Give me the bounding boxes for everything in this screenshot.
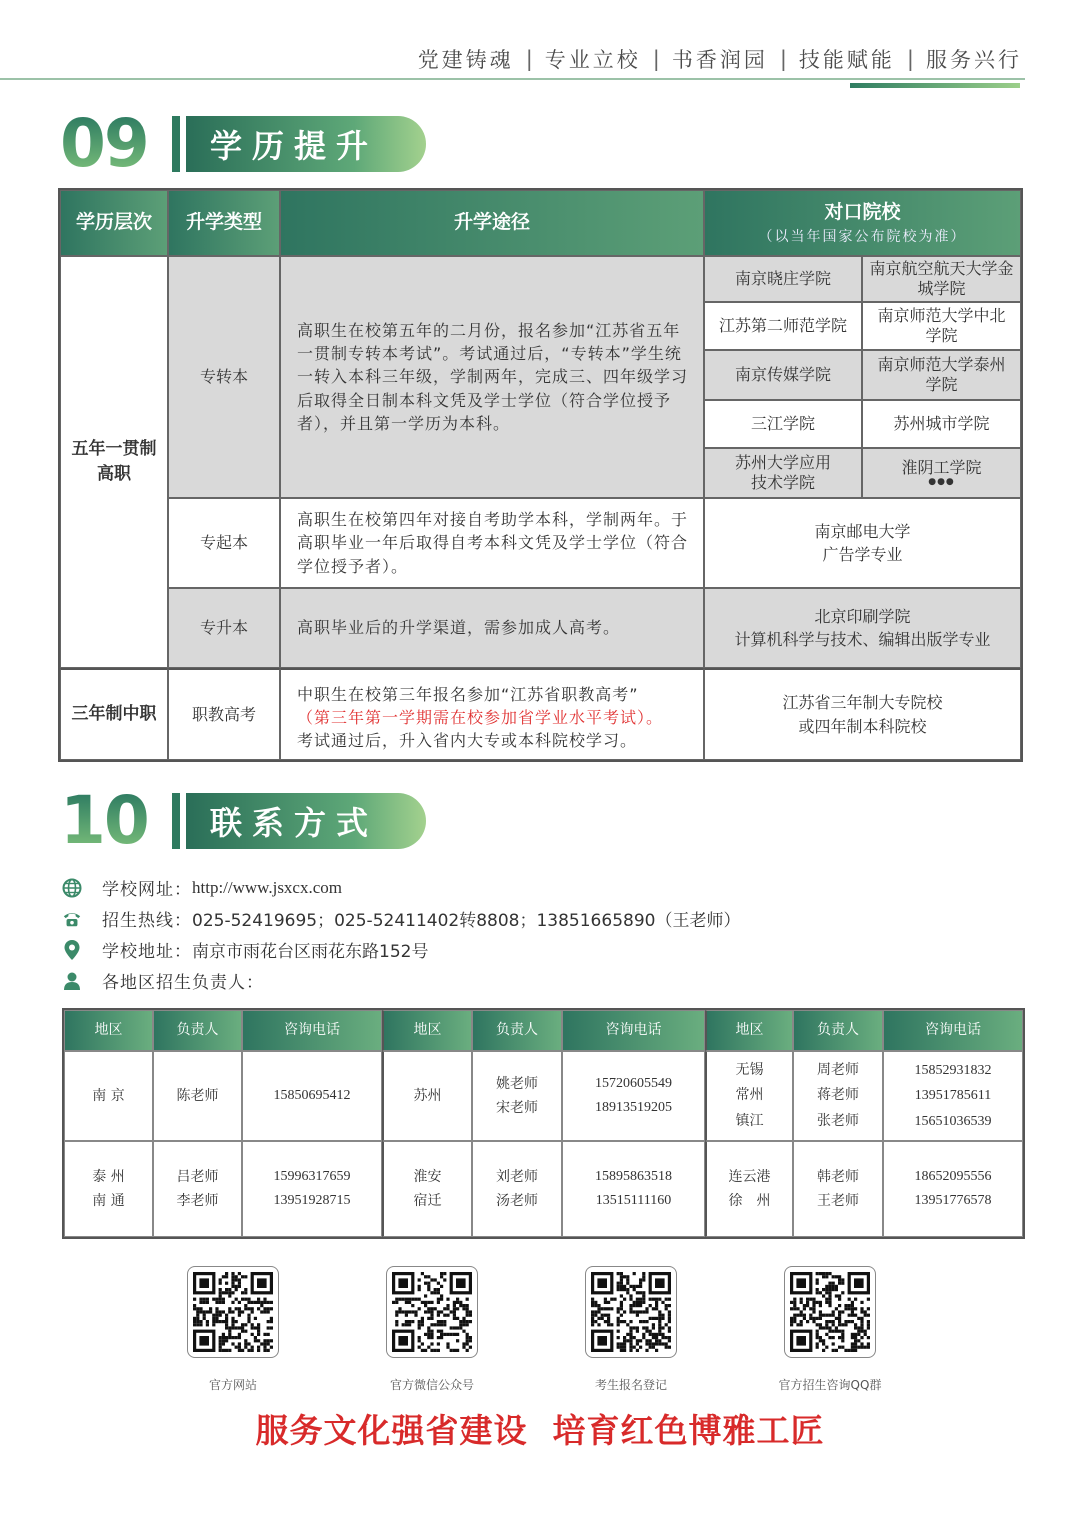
header-person: 负责人 [153, 1010, 242, 1051]
school-cell: 南京晓庄学院 [704, 256, 862, 302]
section-number: 10 [60, 791, 160, 851]
qr-code-icon [193, 1272, 273, 1352]
school-cell: 三江学院 [704, 400, 862, 448]
qr-code-icon [591, 1272, 671, 1352]
education-table [58, 188, 1023, 762]
qr-code-website[interactable] [187, 1266, 279, 1358]
qr-code-wechat[interactable] [386, 1266, 478, 1358]
person-cell [153, 1051, 242, 1141]
region-cell [705, 1141, 793, 1237]
path-text: 中职生在校第三年报名参加“江苏省职教高考” [297, 685, 639, 704]
qr-code-qq-group[interactable] [784, 1266, 876, 1358]
more-dots-icon: ●●● [928, 477, 955, 488]
level-five-year: 五年一贯制高职 [60, 256, 168, 668]
school-cell: 苏州大学应用技术学院 [704, 448, 862, 498]
region-name: 南 通 [92, 1193, 125, 1209]
regional-contact-table [62, 1008, 1025, 1239]
nav-separator: | [525, 47, 533, 71]
school-cell: 南京师范大学泰州学院 [862, 350, 1021, 400]
regional-label: 各地区招生负责人： [102, 973, 264, 993]
contact-address-row [62, 934, 740, 965]
header-phone: 咨询电话 [562, 1010, 705, 1051]
school-name: 江苏省三年制大专院校 [782, 693, 943, 713]
section-title: 学历提升 [186, 116, 426, 172]
type-zhuanqiben: 专起本 [168, 498, 280, 588]
person-name: 刘老师 [496, 1168, 538, 1185]
school-name: 南京邮电大学 [814, 521, 911, 541]
address-text: 南京市雨花台区雨花东路152号 [192, 942, 429, 962]
header-person: 负责人 [793, 1010, 883, 1051]
phone-cell [242, 1141, 382, 1237]
person-icon [62, 971, 82, 991]
phone-number[interactable]: 13515111160 [595, 1193, 672, 1208]
contact-regional-row [62, 965, 740, 996]
phone-cell [562, 1051, 705, 1141]
person-cell [793, 1051, 883, 1141]
nav-item-skills[interactable]: 技能赋能 [798, 48, 895, 72]
person-name: 张老师 [817, 1112, 859, 1129]
qr-label: 官方招生咨询QQ群 [778, 1378, 882, 1392]
section-10-heading [60, 782, 426, 859]
nav-separator: | [779, 47, 787, 71]
path-vocational-exam [280, 668, 704, 760]
header-person: 负责人 [472, 1010, 562, 1051]
header-phone: 咨询电话 [242, 1010, 382, 1051]
region-cell [64, 1051, 153, 1141]
person-name: 汤老师 [496, 1193, 538, 1209]
top-accent-bar [850, 83, 1020, 88]
header-school [704, 190, 1021, 256]
region-name: 南 京 [92, 1087, 125, 1104]
nav-item-books[interactable]: 书香润园 [671, 48, 768, 72]
section-title: 联系方式 [186, 793, 426, 849]
level-three-year: 三年制中职 [60, 668, 168, 760]
phone-number[interactable]: 15895863518 [595, 1168, 672, 1184]
path-zhuanqiben: 高职生在校第四年对接自考助学本科，学制两年。于高职毕业一年后取得自考本科文凭及学士学位（符合学位授予者）。 [280, 498, 704, 588]
region-name: 常州 [735, 1087, 764, 1104]
person-name: 宋老师 [496, 1100, 538, 1116]
region-name: 淮安 [413, 1168, 442, 1185]
nav-item-party[interactable]: 党建铸魂 [417, 48, 514, 72]
phone-number[interactable]: 13951776578 [914, 1193, 992, 1208]
person-cell [153, 1141, 242, 1237]
school-cell: 南京航空航天大学金城学院 [862, 256, 1021, 302]
school-name: 淮阴工学院 [901, 458, 982, 477]
qr-code-registration[interactable] [585, 1266, 677, 1358]
school-zhuanqiben [704, 498, 1021, 588]
phone-number[interactable]: 15852931832 [914, 1063, 992, 1079]
person-name: 王老师 [817, 1193, 859, 1209]
qr-label: 考生报名登记 [594, 1378, 667, 1392]
section-bar [172, 116, 180, 172]
phone-number[interactable]: 18913519205 [595, 1100, 672, 1115]
nav-separator: | [906, 47, 914, 71]
person-cell [793, 1141, 883, 1237]
hotline-numbers[interactable]: 025-52419695；025-52411402转8808；13851665890（王老师） [192, 911, 741, 931]
header-phone: 咨询电话 [883, 1010, 1023, 1051]
region-name: 宿迁 [413, 1193, 442, 1209]
person-cell [472, 1051, 562, 1141]
phone-cell [883, 1051, 1023, 1141]
region-name: 苏州 [413, 1087, 442, 1104]
contact-info [62, 872, 740, 996]
nav-item-major[interactable]: 专业立校 [544, 48, 641, 72]
header-region: 地区 [64, 1010, 153, 1051]
phone-number[interactable]: 15850695412 [273, 1087, 351, 1103]
path-note-red: （第三年第一学期需在校参加省学业水平考试）。 [297, 708, 664, 728]
header-school-note: （以当年国家公布院校为准） [758, 228, 967, 245]
globe-icon [62, 878, 82, 898]
school-zhuanshengben [704, 588, 1021, 668]
phone-number[interactable]: 13951928715 [273, 1193, 351, 1208]
slogan: 服务文化强省建设 培育红色博雅工匠 [255, 1411, 825, 1450]
section-09-heading [60, 105, 426, 182]
region-name: 镇江 [735, 1112, 764, 1129]
website-link[interactable]: http://www.jsxcx.com [192, 877, 342, 897]
school-cell: 南京师范大学中北学院 [862, 302, 1021, 350]
region-name: 无锡 [735, 1062, 764, 1079]
phone-cell [562, 1141, 705, 1237]
type-zhuanzhuanben: 专转本 [168, 256, 280, 498]
school-major: 广告学专业 [822, 545, 903, 564]
person-name: 周老师 [817, 1062, 859, 1079]
phone-number[interactable]: 18652095556 [914, 1168, 992, 1184]
region-cell [64, 1141, 153, 1237]
school-cell: 江苏第二师范学院 [704, 302, 862, 350]
qr-code-icon [790, 1272, 870, 1352]
qr-label: 官方微信公众号 [389, 1378, 474, 1392]
section-bar [172, 793, 180, 849]
nav-separator: | [652, 47, 660, 71]
phone-number[interactable]: 15996317659 [273, 1168, 351, 1184]
region-cell [382, 1141, 472, 1237]
person-name: 蒋老师 [817, 1087, 859, 1104]
nav-item-service[interactable]: 服务兴行 [926, 48, 1022, 72]
school-name: 或四年制本科院校 [798, 716, 927, 736]
person-name: 姚老师 [496, 1075, 538, 1092]
school-cell: 南京传媒学院 [704, 350, 862, 400]
phone-number[interactable]: 15651036539 [914, 1113, 992, 1129]
person-cell [472, 1141, 562, 1237]
phone-icon [62, 909, 82, 929]
region-name: 泰 州 [92, 1168, 125, 1185]
top-navigation [418, 44, 1022, 74]
header-region: 地区 [705, 1010, 793, 1051]
person-name: 韩老师 [817, 1168, 859, 1185]
website-label: 学校网址： [102, 880, 192, 900]
school-major: 计算机科学与技术、编辑出版学专业 [734, 630, 991, 649]
school-name: 北京印刷学院 [814, 606, 911, 626]
header-path: 升学途径 [280, 190, 704, 256]
region-name: 徐 州 [728, 1193, 771, 1209]
address-label: 学校地址： [102, 942, 192, 962]
phone-cell [242, 1051, 382, 1141]
contact-website-row [62, 872, 740, 903]
header-region: 地区 [382, 1010, 472, 1051]
qr-code-icon [392, 1272, 472, 1352]
contact-hotline-row [62, 903, 740, 934]
type-zhuanshengben: 专升本 [168, 588, 280, 668]
header-level: 学历层次 [60, 190, 168, 256]
school-cell: 苏州城市学院 [862, 400, 1021, 448]
school-cell-more [862, 448, 1021, 498]
person-name: 李老师 [176, 1193, 219, 1209]
top-divider-line [0, 78, 1025, 80]
type-vocational-exam: 职教高考 [168, 668, 280, 760]
header-school-title: 对口院校 [824, 201, 901, 224]
hotline-label: 招生热线： [102, 911, 192, 931]
path-zhuanshengben: 高职毕业后的升学渠道，需参加成人高考。 [280, 588, 704, 668]
person-name: 陈老师 [176, 1087, 219, 1104]
school-vocational-exam [704, 668, 1021, 760]
person-name: 吕老师 [176, 1168, 219, 1185]
phone-number[interactable]: 13951785611 [914, 1088, 992, 1104]
phone-cell [883, 1141, 1023, 1237]
path-zhuanzhuanben: 高职生在校第五年的二月份，报名参加“江苏省五年一贯制专转本考试”。考试通过后，“专转本”学生统一转入本科三年级，学制两年，完成三、四年级学习后取得全日制本科文凭及学士学位（符合学位授予者），并且第一学历为本科。 [280, 256, 704, 498]
path-text: 考试通过后，升入省内大专或本科院校学习。 [297, 731, 638, 751]
region-cell [705, 1051, 793, 1141]
location-pin-icon [62, 940, 82, 960]
region-name: 连云港 [728, 1168, 771, 1185]
header-type: 升学类型 [168, 190, 280, 256]
region-cell [382, 1051, 472, 1141]
qr-label: 官方网站 [208, 1378, 257, 1392]
section-number: 09 [60, 114, 160, 174]
phone-number[interactable]: 15720605549 [595, 1075, 672, 1091]
